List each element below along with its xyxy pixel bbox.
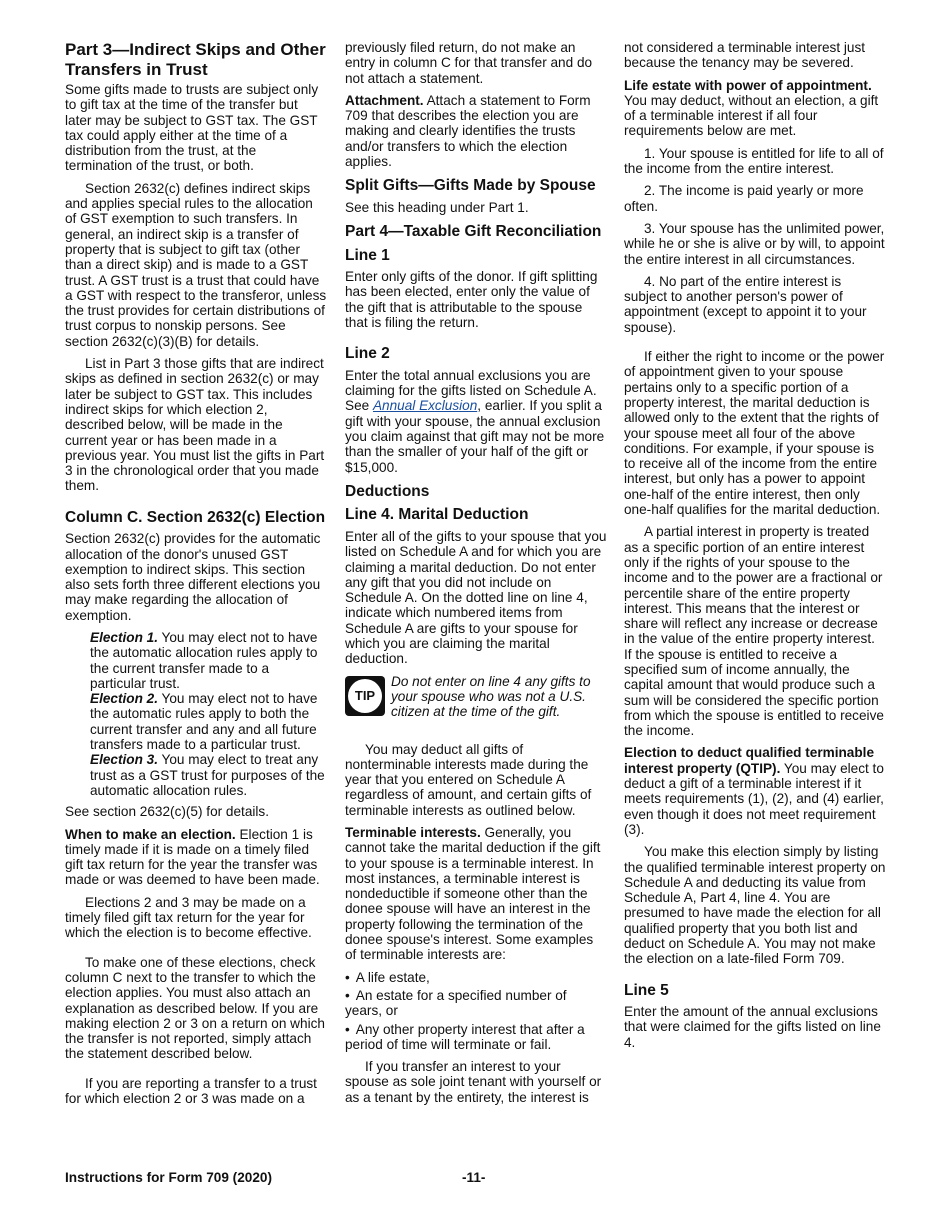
election-list	[90, 630, 327, 798]
requirement-1: 1. Your spouse is entitled for life to all of the income from the entire interest.	[624, 145, 884, 177]
paragraph: Elections 2 and 3 may be made on a timely filed gift tax return for the year for which the election is to become effective.	[65, 894, 312, 941]
paragraph: See this heading under Part 1.	[345, 199, 529, 215]
line5-heading: Line 5	[624, 981, 669, 999]
deductions-heading: Deductions	[345, 482, 430, 500]
column-3	[624, 40, 886, 1057]
page-number: -11-	[462, 1170, 486, 1185]
part4-heading: Part 4—Taxable Gift Reconciliation	[345, 223, 602, 241]
column-2	[345, 40, 607, 1112]
paragraph: If either the right to income or the power of appointment given to your spouse pertains only to a specific portion of a property interest, the marital deduction is allowed only to the extent that the rights of your spouse meet all four of the above conditions. For example, if your spouse is to receive all of the income from the entire interest, but only has a power to appoint one-half of the entire interest, then only one-half qualifies for the marital deduction.	[624, 349, 885, 518]
line2-heading: Line 2	[345, 345, 390, 363]
paragraph: Enter only gifts of the donor. If gift splitting has been elected, enter only the value of the gift that is attributable to the spouse that is filing the return.	[345, 269, 598, 331]
tip-text: Do not enter on line 4 any gifts to your spouse who was not a U.S. citizen at the time of the gift.	[391, 673, 591, 720]
list-item: • A life estate,	[345, 970, 607, 985]
when-to-elect: When to make an election. Election 1 is timely made if it is made on a timely filed gift tax return for the year the transfer was made or was deemed to have been made.	[65, 826, 320, 888]
line4-heading: Line 4. Marital Deduction	[345, 506, 529, 524]
tip-box	[345, 674, 607, 720]
requirement-3: 3. Your spouse has the unlimited power, while he or she is alive or by will, to appoint the entire interest in all circumstances.	[624, 220, 885, 267]
list-item: • Any other property interest that after a period of time will terminate or fail.	[345, 1022, 607, 1053]
paragraph: previously filed return, do not make an entry in column C for that transfer and do not attach a statement.	[345, 40, 593, 86]
attachment: Attachment. Attach a statement to Form 709 that describes the election you are making and clearly identifies the trusts and/or transfers to which the election applies.	[345, 92, 591, 170]
election-2: Election 2. You may elect not to have the automatic rules apply to both the current transfer and any and all future transfers made to a particular trust.	[90, 691, 318, 753]
paragraph: If you are reporting a transfer to a trust for which election 2 or 3 was made on a	[65, 1075, 317, 1107]
paragraph: Enter the total annual exclusions you are claiming for the gifts listed on Schedule A. See Annual Exclusion, earlier. If you split a gift with your spouse, the annual exclusion you claim against that gift may not be more than the smaller of your half of the gift or $15,000.	[345, 367, 605, 475]
election-1: Election 1. You may elect not to have the automatic allocation rules apply to the current transfer made to a particular trust.	[90, 630, 318, 691]
column-c-heading: Column C. Section 2632(c) Election	[65, 508, 326, 526]
paragraph: A partial interest in property is treated as a specific portion of an entire interest only if the rights of your spouse to the income and to the power are a fractional or percentile share of the entire property interest. This means that the interest or share will reflect any increase or decrease in the value of the entire property interest. If the spouse is entitled to receive a specified sum of income annually, the capital amount that would produce such a sum will be considered the specific portion from which the spouse is entitled to receive the income.	[624, 524, 884, 739]
requirement-4: 4. No part of the entire interest is subject to another person's power of appointment (except to appoint it to your spouse).	[624, 273, 867, 335]
line1-heading: Line 1	[345, 246, 390, 264]
terminable-interests: Terminable interests. Generally, you cannot take the marital deduction if the gift to your spouse is a terminable interest. In most instances, a terminable interest is nondeductible if someone other than the donee spouse will have an interest in the property following the termination of the donee spouse's interest. Some examples of terminable interests are:	[345, 824, 601, 963]
split-gifts-heading: Split Gifts—Gifts Made by Spouse	[345, 177, 596, 195]
paragraph: Section 2632(c) defines indirect skips and applies special rules to the allocation of GST exemption to such transfers. In general, an indirect skip is a transfer of property that is subject to gift tax (other than a direct skip) and is made to a GST trust. A GST trust is a trust that could have a GST with respect to the transferor, unless the trust provides for certain distributions of trust corpus to nonskip persons. See section 2632(c)(3)(B) for details.	[65, 180, 327, 349]
life-estate: Life estate with power of appointment. You may deduct, without an election, a gift of a terminable interest if all four requirements below are met.	[624, 77, 879, 139]
paragraph: not considered a terminable interest just because the tenancy may be severed.	[624, 40, 866, 71]
election-3: Election 3. You may elect to treat any trust as a GST trust for purposes of the automatic allocation rules.	[90, 752, 325, 798]
list-item: • An estate for a specified number of years, or	[345, 988, 607, 1019]
requirement-2: 2. The income is paid yearly or more often.	[624, 183, 864, 214]
qtip-election: Election to deduct qualified terminable interest property (QTIP). You may elect to deduct a gift of a terminable interest if it meets requirements (1), (2), and (4) earlier, even though it does not meet requirement (3).	[624, 745, 884, 837]
paragraph: Enter all of the gifts to your spouse that you listed on Schedule A and for which you are claiming a marital deduction. Do not enter any gift that you did not include on Schedule A. On the dotted line on line 4, indicate which numbered items from Schedule A are gifts to your spouse for which you are claiming the marital deduction.	[345, 528, 607, 667]
tip-icon: TIP	[345, 676, 385, 716]
paragraph: If you transfer an interest to your spouse as sole joint tenant with yourself or as a tenant by the entirety, the interest is	[345, 1059, 602, 1105]
column-1	[65, 40, 327, 1113]
paragraph: To make one of these elections, check column C next to the transfer to which the election applies. You must also attach an explanation as described below. If you are making election 2 or 3 on a return on which the transfer is not reported, simply attach the statement described below.	[65, 954, 325, 1062]
paragraph: Some gifts made to trusts are subject only to gift tax at the time of the transfer but later may be subject to GST tax. The GST tax could apply either at the time of a distribution from the trust, at the termination of the trust, or both.	[65, 82, 319, 174]
paragraph: Section 2632(c) provides for the automatic allocation of the donor's unused GST exemption to indirect skips. This section also sets forth three different elections you may make regarding the allocation of exemption.	[65, 531, 321, 623]
paragraph: You make this election simply by listing the qualified terminable interest property on Schedule A and deducting its value from Schedule A, Part 4, line 4. You are presumed to have made the election for all qualified property that you both list and deduct on Schedule A. You may not make the election on a late-filed Form 709.	[624, 844, 886, 967]
paragraph: See section 2632(c)(5) for details.	[65, 804, 270, 820]
paragraph: List in Part 3 those gifts that are indirect skips as defined in section 2632(c) or may later be subject to GST tax. This includes indirect skips for which election 2, described below, will be made in the current year or has been made in a previous year. You must list the gifts in Part 3 in the chronological order that you made them.	[65, 356, 325, 494]
paragraph: Enter the amount of the annual exclusions that were claimed for the gifts listed on line 4.	[624, 1004, 881, 1050]
paragraph: You may deduct all gifts of nonterminable interests made during the year that you entered on Schedule A regardless of amount, and certain gifts of terminable interests as outlined below.	[345, 741, 592, 818]
annual-exclusion-link[interactable]: Annual Exclusion	[372, 398, 478, 414]
footer-form-title: Instructions for Form 709 (2020)	[65, 1170, 272, 1185]
part3-heading: Part 3—Indirect Skips and Other Transfers in Trust	[65, 40, 326, 79]
